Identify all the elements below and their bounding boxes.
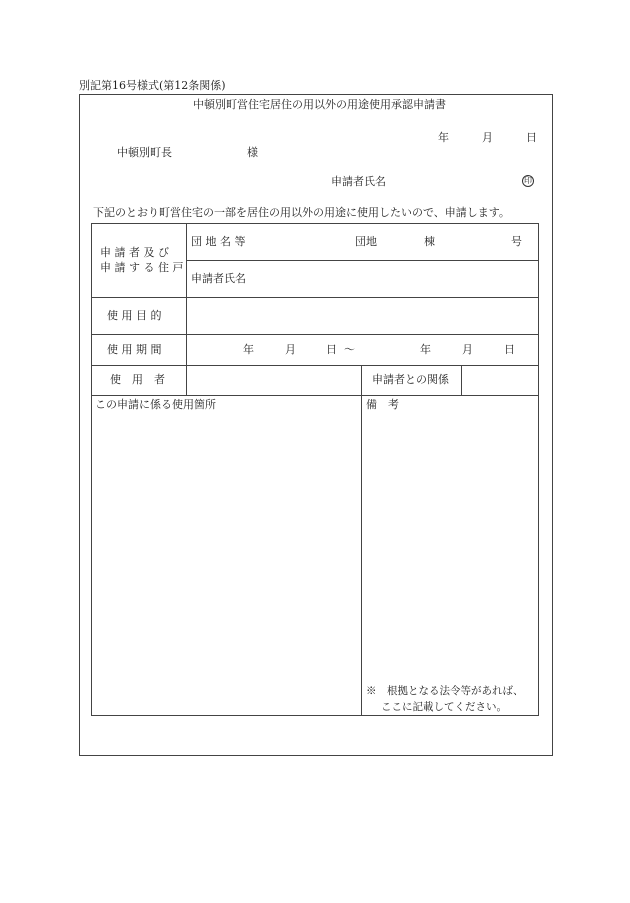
complex-name-label: 団 地 名 等 xyxy=(191,235,246,248)
table-right-border xyxy=(538,223,539,715)
user-label: 使 用 者 xyxy=(110,373,165,386)
row-applicant-name-label: 申請者氏名 xyxy=(191,272,246,285)
residence-label-line2: 申 請 す る 住 戸 xyxy=(100,261,184,274)
statement-text: 下記のとおり町営住宅の一部を居住の用以外の用途に使用したいので、申請します。 xyxy=(93,206,510,219)
purpose-label: 使 用 目 的 xyxy=(107,309,162,322)
seal-mark: 印 xyxy=(524,176,532,185)
date-day: 日 xyxy=(526,131,537,144)
period-separator: ～ xyxy=(344,343,355,356)
table-top-border xyxy=(91,223,539,224)
date-year: 年 xyxy=(438,131,449,144)
relation-left-divider xyxy=(361,365,362,715)
building-suffix: 棟 xyxy=(424,235,435,248)
row-divider-complex xyxy=(186,260,539,261)
period-end-year: 年 xyxy=(420,343,431,356)
date-month: 月 xyxy=(482,131,493,144)
period-start-year: 年 xyxy=(243,343,254,356)
form-frame xyxy=(79,94,553,756)
period-start-month: 月 xyxy=(285,343,296,356)
period-label: 使 用 期 間 xyxy=(107,343,162,356)
number-suffix: 号 xyxy=(511,235,522,248)
residence-label-line1: 申 請 者 及 び xyxy=(100,246,169,259)
period-end-day: 日 xyxy=(504,343,515,356)
period-start-day: 日 xyxy=(326,343,337,356)
remarks-note-line2: ここに記載してください。 xyxy=(381,701,507,713)
row-divider-period xyxy=(91,365,539,366)
form-number: 別記第16号様式(第12条関係) xyxy=(79,79,226,92)
relation-right-divider xyxy=(461,365,462,395)
relation-label: 申請者との関係 xyxy=(372,373,449,386)
addressee-name: 中頓別町長 xyxy=(117,146,172,159)
location-label: この申請に係る使用箇所 xyxy=(95,398,216,411)
row-divider-purpose xyxy=(91,334,539,335)
table-left-border xyxy=(91,223,92,715)
remarks-note-line1: ※ 根拠となる法令等があれば、 xyxy=(366,685,524,697)
label-column-divider-b xyxy=(186,365,187,395)
period-end-month: 月 xyxy=(462,343,473,356)
row-divider-user xyxy=(91,395,539,396)
form-title: 中頓別町営住宅居住の用以外の用途使用承認申請書 xyxy=(193,98,446,111)
addressee-honorific: 様 xyxy=(247,146,258,159)
remarks-label: 備 考 xyxy=(366,398,399,411)
label-column-divider-a xyxy=(186,223,187,365)
complex-suffix: 団地 xyxy=(355,235,377,248)
applicant-name-label: 申請者氏名 xyxy=(331,175,386,188)
row-divider-residence xyxy=(91,297,539,298)
table-bottom-border xyxy=(91,715,539,716)
